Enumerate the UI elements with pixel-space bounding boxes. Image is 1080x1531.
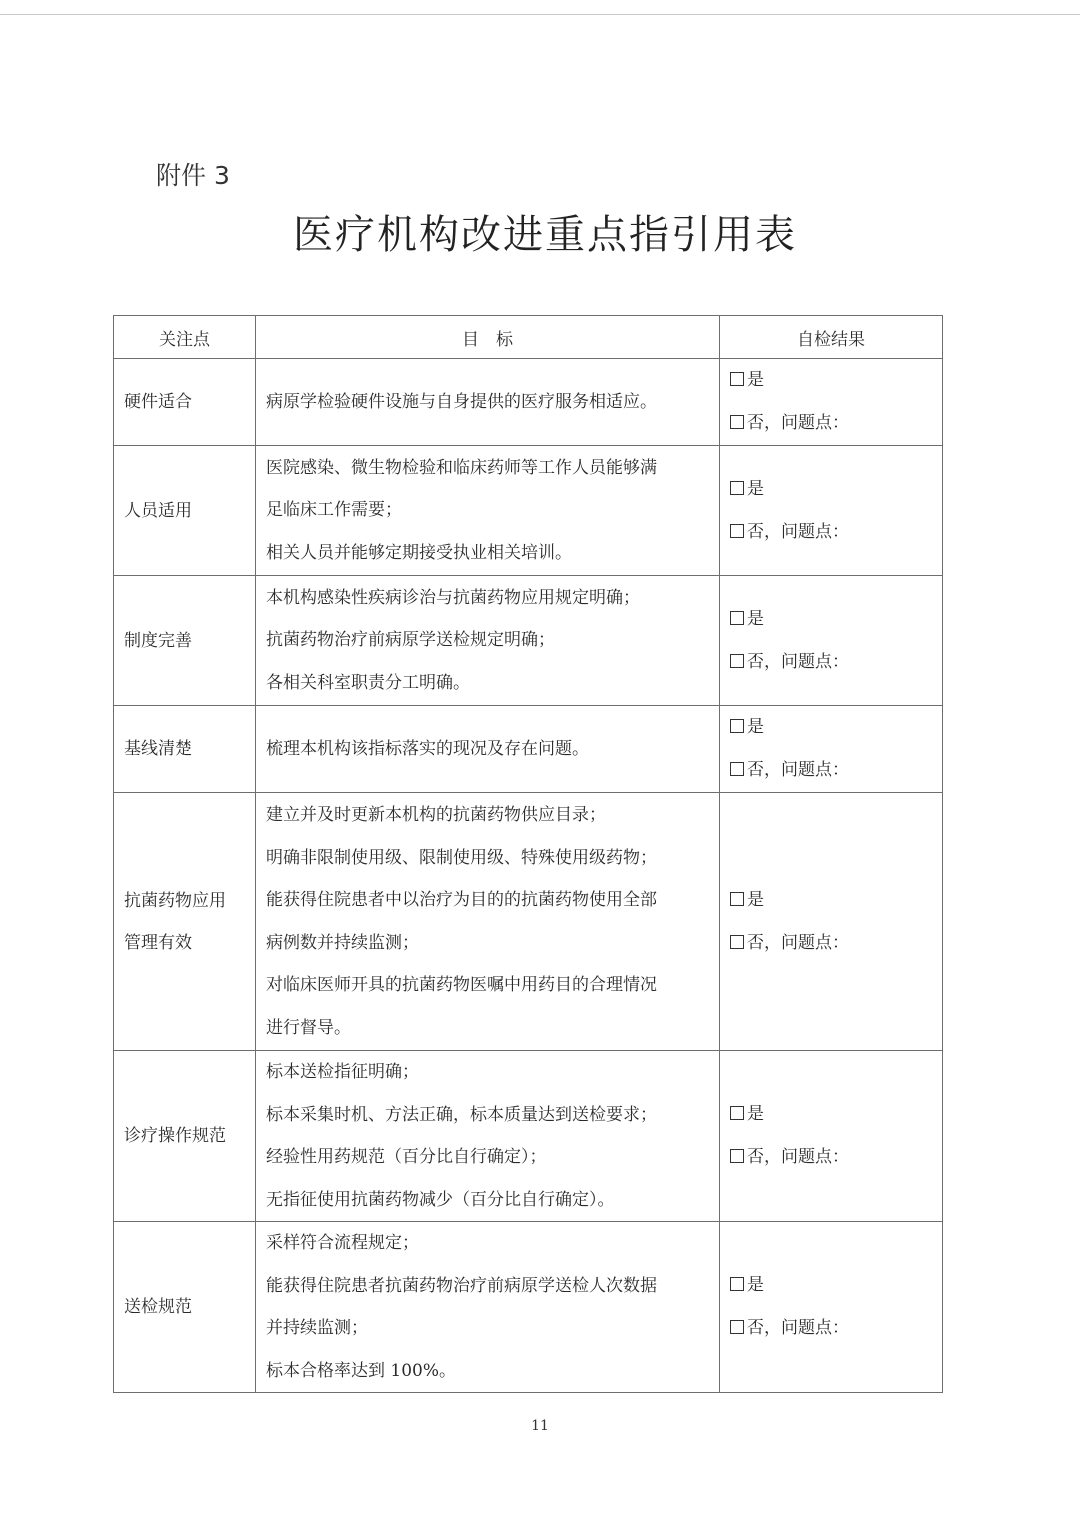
check-option-label: 否，问题点： [747,760,849,780]
checkbox-icon [730,719,744,733]
focus-cell [114,446,256,576]
goal-line: 病原学检验硬件设施与自身提供的医疗服务相适应。 [266,391,657,412]
table-row [114,446,943,576]
check-cell [720,446,943,576]
checkbox-icon [730,1106,744,1120]
focus-cell [114,793,256,1051]
check-option-no [730,402,932,445]
check-option-no [730,1307,932,1350]
goal-line: 本机构感染性疾病诊治与抗菌药物应用规定明确； [266,587,640,608]
check-option-label: 否，问题点： [747,521,849,542]
table-row [114,1051,943,1222]
focus-text: 人员适用 [124,500,192,521]
check-option-yes [730,1264,932,1307]
focus-cell [114,706,256,793]
check-option-yes [730,1093,932,1136]
focus-text: 硬件适合 [124,392,192,412]
check-option-no [730,1136,932,1179]
check-cell [720,359,943,446]
check-option-yes [730,468,932,511]
table-body [114,359,943,1393]
goal-line: 标本采集时机、方法正确，标本质量达到送检要求； [266,1104,657,1125]
focus-text: 管理有效 [124,932,192,953]
goal-line: 相关人员并能够定期接受执业相关培训。 [266,542,572,563]
focus-cell [114,1051,256,1222]
focus-text: 诊疗操作规范 [124,1126,226,1146]
goal-line: 抗菌药物治疗前病原学送检规定明确； [266,630,555,651]
check-option-label: 是 [747,478,764,499]
check-option-yes [730,879,932,922]
check-option-no [730,922,932,965]
goal-cell [256,1222,720,1393]
goal-cell [256,706,720,793]
goal-line: 病例数并持续监测； [266,932,419,953]
check-option-no [730,749,932,792]
checkbox-icon [730,1149,744,1163]
goal-line: 足临床工作需要； [266,500,402,521]
guide-table [113,315,943,1393]
goal-line: 梳理本机构该指标落实的现况及存在问题。 [266,738,589,759]
check-option-label: 是 [747,889,764,910]
checkbox-icon [730,372,744,386]
page-number: 11 [531,1418,549,1434]
top-rule [0,14,1080,15]
check-option-label: 否，问题点： [747,651,849,672]
check-option-label: 否，问题点： [747,932,849,953]
header-focus: 关注点 [114,316,256,359]
goal-line: 无指征使用抗菌药物减少（百分比自行确定）。 [266,1189,615,1210]
check-option-yes [730,359,932,402]
check-option-yes [730,706,932,749]
checkbox-icon [730,481,744,495]
checkbox-icon [730,415,744,429]
checkbox-icon [730,892,744,906]
table-row [114,576,943,706]
goal-line: 建立并及时更新本机构的抗菌药物供应目录； [266,805,606,825]
attachment-label: 附件 3 [156,161,230,190]
check-cell [720,706,943,793]
goal-line: 进行督导。 [266,1017,351,1038]
checkbox-icon [730,762,744,776]
goal-line: 能获得住院患者抗菌药物治疗前病原学送检人次数据 [266,1275,657,1296]
goal-line: 明确非限制使用级、限制使用级、特殊使用级药物； [266,847,657,868]
check-cell [720,576,943,706]
check-cell [720,1051,943,1222]
checkbox-icon [730,935,744,949]
header-goal: 目 标 [256,316,720,359]
check-option-label: 是 [747,608,764,629]
goal-line: 对临床医师开具的抗菌药物医嘱中用药目的合理情况 [266,975,657,995]
check-option-label: 是 [747,1275,764,1295]
goal-line: 并持续监测； [266,1318,368,1338]
goal-line: 经验性用药规范（百分比自行确定）； [266,1147,547,1167]
checkbox-icon [730,654,744,668]
table-row [114,359,943,446]
focus-text: 抗菌药物应用 [124,890,226,911]
checkbox-icon [730,611,744,625]
goal-line: 各相关科室职责分工明确。 [266,672,470,693]
goal-cell [256,576,720,706]
check-option-label: 是 [747,370,764,390]
goal-cell [256,359,720,446]
check-cell [720,1222,943,1393]
focus-text: 送检规范 [124,1297,192,1317]
checkbox-icon [730,1277,744,1291]
check-option-yes [730,598,932,641]
table-row [114,793,943,1051]
goal-cell [256,446,720,576]
goal-line: 采样符合流程规定； [266,1233,419,1253]
goal-line: 标本合格率达到 100%。 [266,1360,457,1381]
goal-line: 医院感染、微生物检验和临床药师等工作人员能够满 [266,457,657,478]
table-row [114,706,943,793]
focus-cell [114,576,256,706]
check-option-no [730,641,932,684]
check-option-label: 是 [747,1104,764,1124]
focus-text: 基线清楚 [124,739,192,759]
check-option-label: 否，问题点： [747,413,849,433]
check-option-label: 否，问题点： [747,1147,849,1167]
check-option-label: 是 [747,717,764,737]
checkbox-icon [730,1320,744,1334]
table-header-row [114,316,943,359]
check-option-label: 否，问题点： [747,1318,849,1338]
goal-cell [256,793,720,1051]
checkbox-icon [730,524,744,538]
goal-cell [256,1051,720,1222]
focus-cell [114,1222,256,1393]
goal-line: 能获得住院患者中以治疗为目的的抗菌药物使用全部 [266,890,657,910]
focus-cell [114,359,256,446]
check-option-no [730,511,932,554]
focus-text: 制度完善 [124,630,192,651]
goal-line: 标本送检指征明确； [266,1062,419,1082]
table-row [114,1222,943,1393]
page-title: 医疗机构改进重点指引用表 [293,212,797,258]
header-check: 自检结果 [720,316,943,359]
check-cell [720,793,943,1051]
